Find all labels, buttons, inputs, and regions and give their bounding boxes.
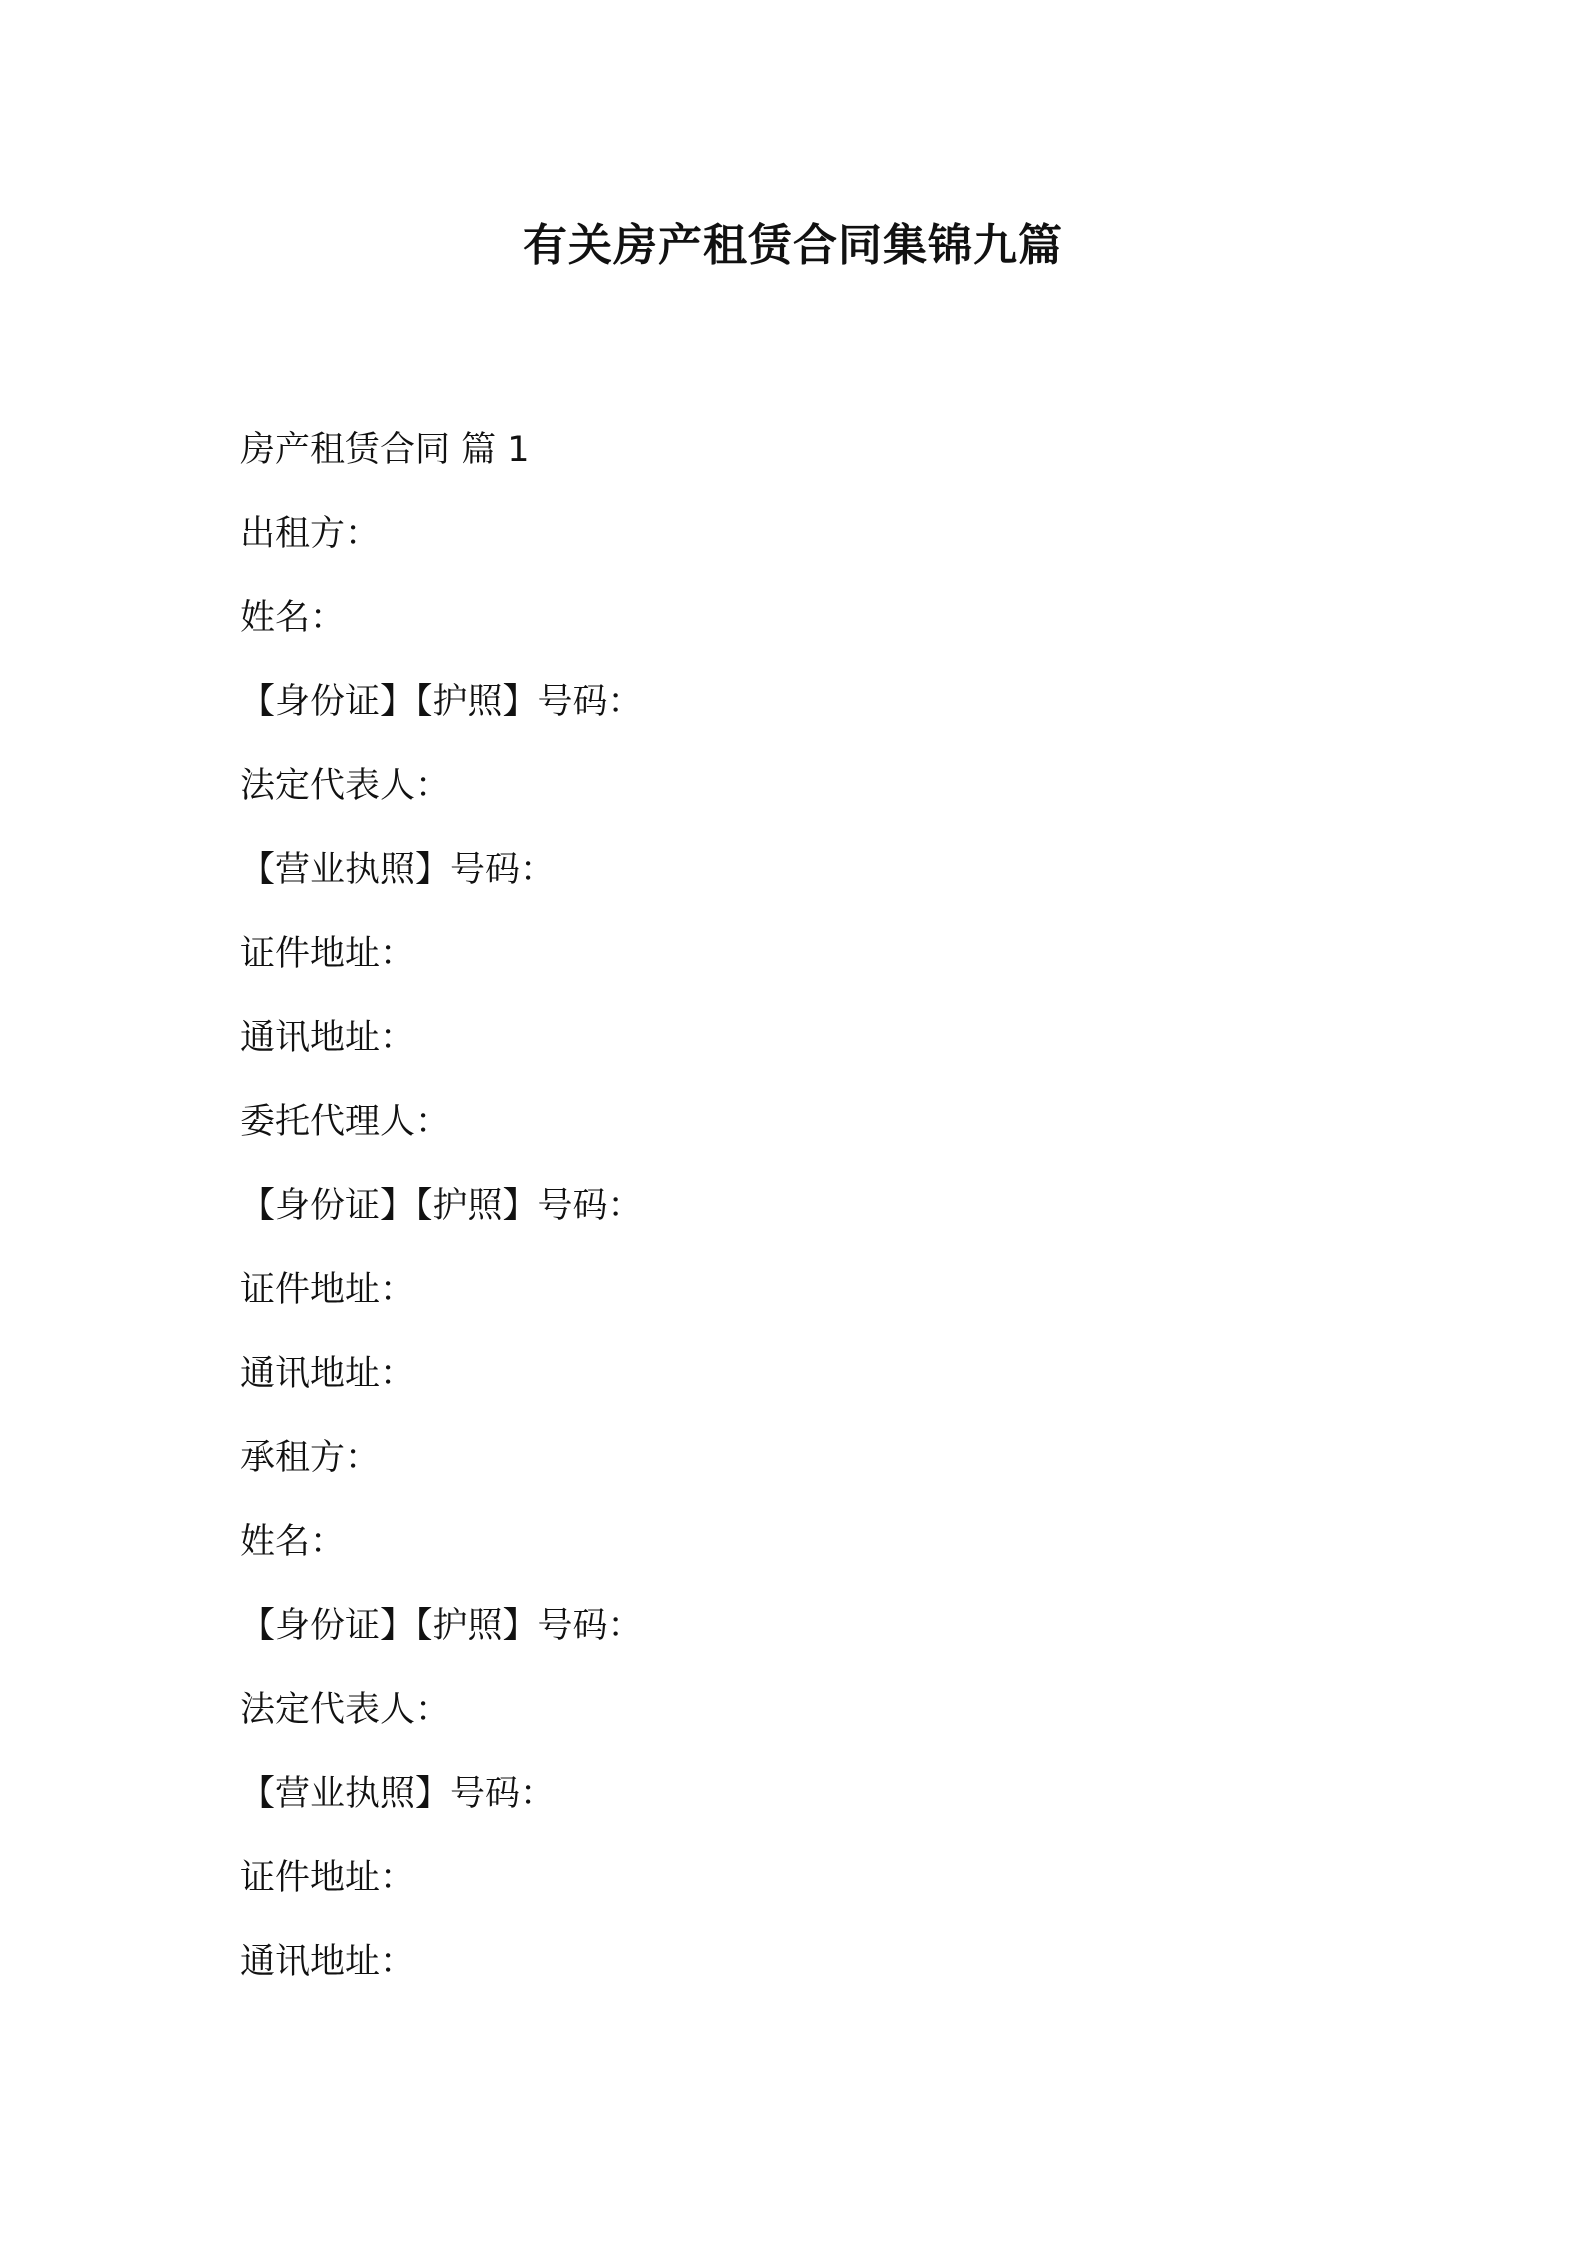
document-title: 有关房产租赁合同集锦九篇 xyxy=(523,220,1063,271)
field-lessee-business-license: 【营业执照】号码： xyxy=(240,1774,556,1814)
field-lessor-legal-representative: 法定代表人： xyxy=(240,766,451,806)
field-lessee-mailing-address: 通讯地址： xyxy=(240,1942,416,1982)
document-body xyxy=(240,408,1350,2004)
field-agent-certificate-address: 证件地址： xyxy=(240,1270,416,1310)
field-lessor-certificate-address: 证件地址： xyxy=(240,934,416,974)
field-lessee-id-number: 【身份证】【护照】号码： xyxy=(240,1606,643,1646)
field-lessee-legal-representative: 法定代表人： xyxy=(240,1690,451,1730)
section-heading: 房产租赁合同 篇 1 xyxy=(240,430,530,470)
field-lessor: 出租方： xyxy=(240,514,381,554)
field-agent-mailing-address: 通讯地址： xyxy=(240,1354,416,1394)
field-lessee-name: 姓名： xyxy=(240,1522,346,1562)
field-lessor-mailing-address: 通讯地址： xyxy=(240,1018,416,1058)
field-lessee-certificate-address: 证件地址： xyxy=(240,1858,416,1898)
field-agent-id-number: 【身份证】【护照】号码： xyxy=(240,1186,643,1226)
field-agent: 委托代理人： xyxy=(240,1102,451,1142)
field-lessor-id-number: 【身份证】【护照】号码： xyxy=(240,682,643,722)
field-lessor-business-license: 【营业执照】号码： xyxy=(240,850,556,890)
field-lessee: 承租方： xyxy=(240,1438,381,1478)
field-lessor-name: 姓名： xyxy=(240,598,346,638)
